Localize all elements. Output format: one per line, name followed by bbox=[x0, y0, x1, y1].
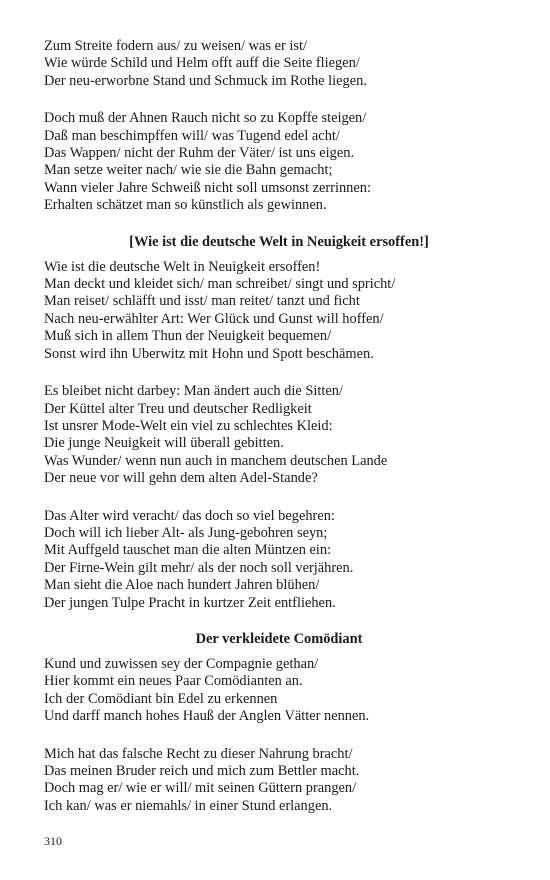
verse-line: Man deckt und kleidet sich/ man schreibet/ singt und spricht/ bbox=[44, 276, 396, 293]
verse-line: Ich kan/ was er niemahls/ in einer Stund erlangen. bbox=[44, 797, 333, 814]
verse-line: Was Wunder/ wenn nun auch in manchem deutschen Lande bbox=[44, 452, 388, 469]
poem1-stanza-2 bbox=[44, 110, 514, 214]
verse-line: Mit Auffgeld tauschet man die alten Müntzen ein: bbox=[44, 542, 332, 559]
poem3-title: Der verkleidete Comödiant bbox=[195, 630, 363, 647]
verse-line: Daß man beschimpffen will/ was Tugend edel acht/ bbox=[44, 127, 340, 144]
verse-line: Man sieht die Aloe nach hundert Jahren blühen/ bbox=[44, 577, 320, 594]
page-text bbox=[44, 38, 514, 815]
verse-line: Und darff manch hohes Hauß der Anglen Vätter nennen. bbox=[44, 708, 370, 725]
poem2-stanza-1 bbox=[44, 259, 514, 363]
poem2-stanza-3 bbox=[44, 508, 514, 612]
verse-line: Doch muß der Ahnen Rauch nicht so zu Kopffe steigen/ bbox=[44, 110, 367, 127]
verse-line: Sonst wird ihn Uberwitz mit Hohn und Spott beschämen. bbox=[44, 345, 374, 362]
verse-line: Der neu-erworbne Stand und Schmuck im Rothe liegen. bbox=[44, 72, 367, 89]
poem1-stanza-1 bbox=[44, 38, 514, 90]
verse-line: Man reiset/ schläfft und isst/ man reitet/ tanzt und ficht bbox=[44, 293, 360, 310]
verse-line: Wie würde Schild und Helm offt auff die Seite fliegen/ bbox=[44, 55, 360, 72]
verse-line: Zum Streite fodern aus/ zu weisen/ was er ist/ bbox=[44, 38, 307, 54]
verse-line: Ist unsrer Mode-Welt ein viel zu schlechtes Kleid: bbox=[44, 417, 333, 434]
verse-line: Das Alter wird veracht/ das doch so viel begehren: bbox=[44, 507, 335, 524]
verse-line: Es bleibet nicht darbey: Man ändert auch die Sitten/ bbox=[44, 383, 343, 400]
verse-line: Das Wappen/ nicht der Ruhm der Väter/ ist uns eigen. bbox=[44, 145, 355, 162]
verse-line: Der neue vor will gehn dem alten Adel-Stande? bbox=[44, 470, 318, 487]
verse-line: Der Firne-Wein gilt mehr/ als der noch soll verjähren. bbox=[44, 559, 354, 576]
verse-line: Nach neu-erwählter Art: Wer Glück und Gunst will hoffen/ bbox=[44, 310, 384, 327]
poem3-stanza-2 bbox=[44, 746, 514, 816]
verse-line: Das meinen Bruder reich und mich zum Bettler macht. bbox=[44, 763, 360, 779]
verse-line: Die junge Neuigkeit will überall gebitten. bbox=[44, 435, 284, 452]
verse-line: Wie ist die deutsche Welt in Neuigkeit ersoffen! bbox=[44, 258, 321, 275]
poem2-title: [Wie ist die deutsche Welt in Neuigkeit ersoffen!] bbox=[129, 233, 429, 250]
verse-line: Ich der Comödiant bin Edel zu erkennen bbox=[44, 690, 278, 707]
verse-line: Wann vieler Jahre Schweiß nicht soll umsonst zerrinnen: bbox=[44, 179, 371, 196]
verse-line: Hier kommt ein neues Paar Comödianten an. bbox=[44, 673, 303, 690]
verse-line: Erhalten schätzet man so künstlich als gewinnen. bbox=[44, 197, 327, 214]
verse-line: Der Küttel alter Treu und deutscher Redligkeit bbox=[44, 400, 312, 417]
verse-line: Kund und zuwissen sey der Compagnie gethan/ bbox=[44, 655, 319, 672]
verse-line: Doch mag er/ wie er will/ mit seinen Güttern prangen/ bbox=[44, 780, 357, 797]
poem3-stanza-1 bbox=[44, 656, 514, 726]
page-number: 310 bbox=[44, 834, 62, 848]
verse-line: Mich hat das falsche Recht zu dieser Nahrung bracht/ bbox=[44, 745, 353, 762]
verse-line: Man setze weiter nach/ wie sie die Bahn gemacht; bbox=[44, 162, 333, 179]
verse-line: Doch will ich lieber Alt- als Jung-gebohren seyn; bbox=[44, 524, 328, 541]
poem2-stanza-2 bbox=[44, 383, 514, 487]
verse-line: Der jungen Tulpe Pracht in kurtzer Zeit entfliehen. bbox=[44, 594, 336, 611]
verse-line: Muß sich in allem Thun der Neuigkeit bequemen/ bbox=[44, 328, 332, 345]
